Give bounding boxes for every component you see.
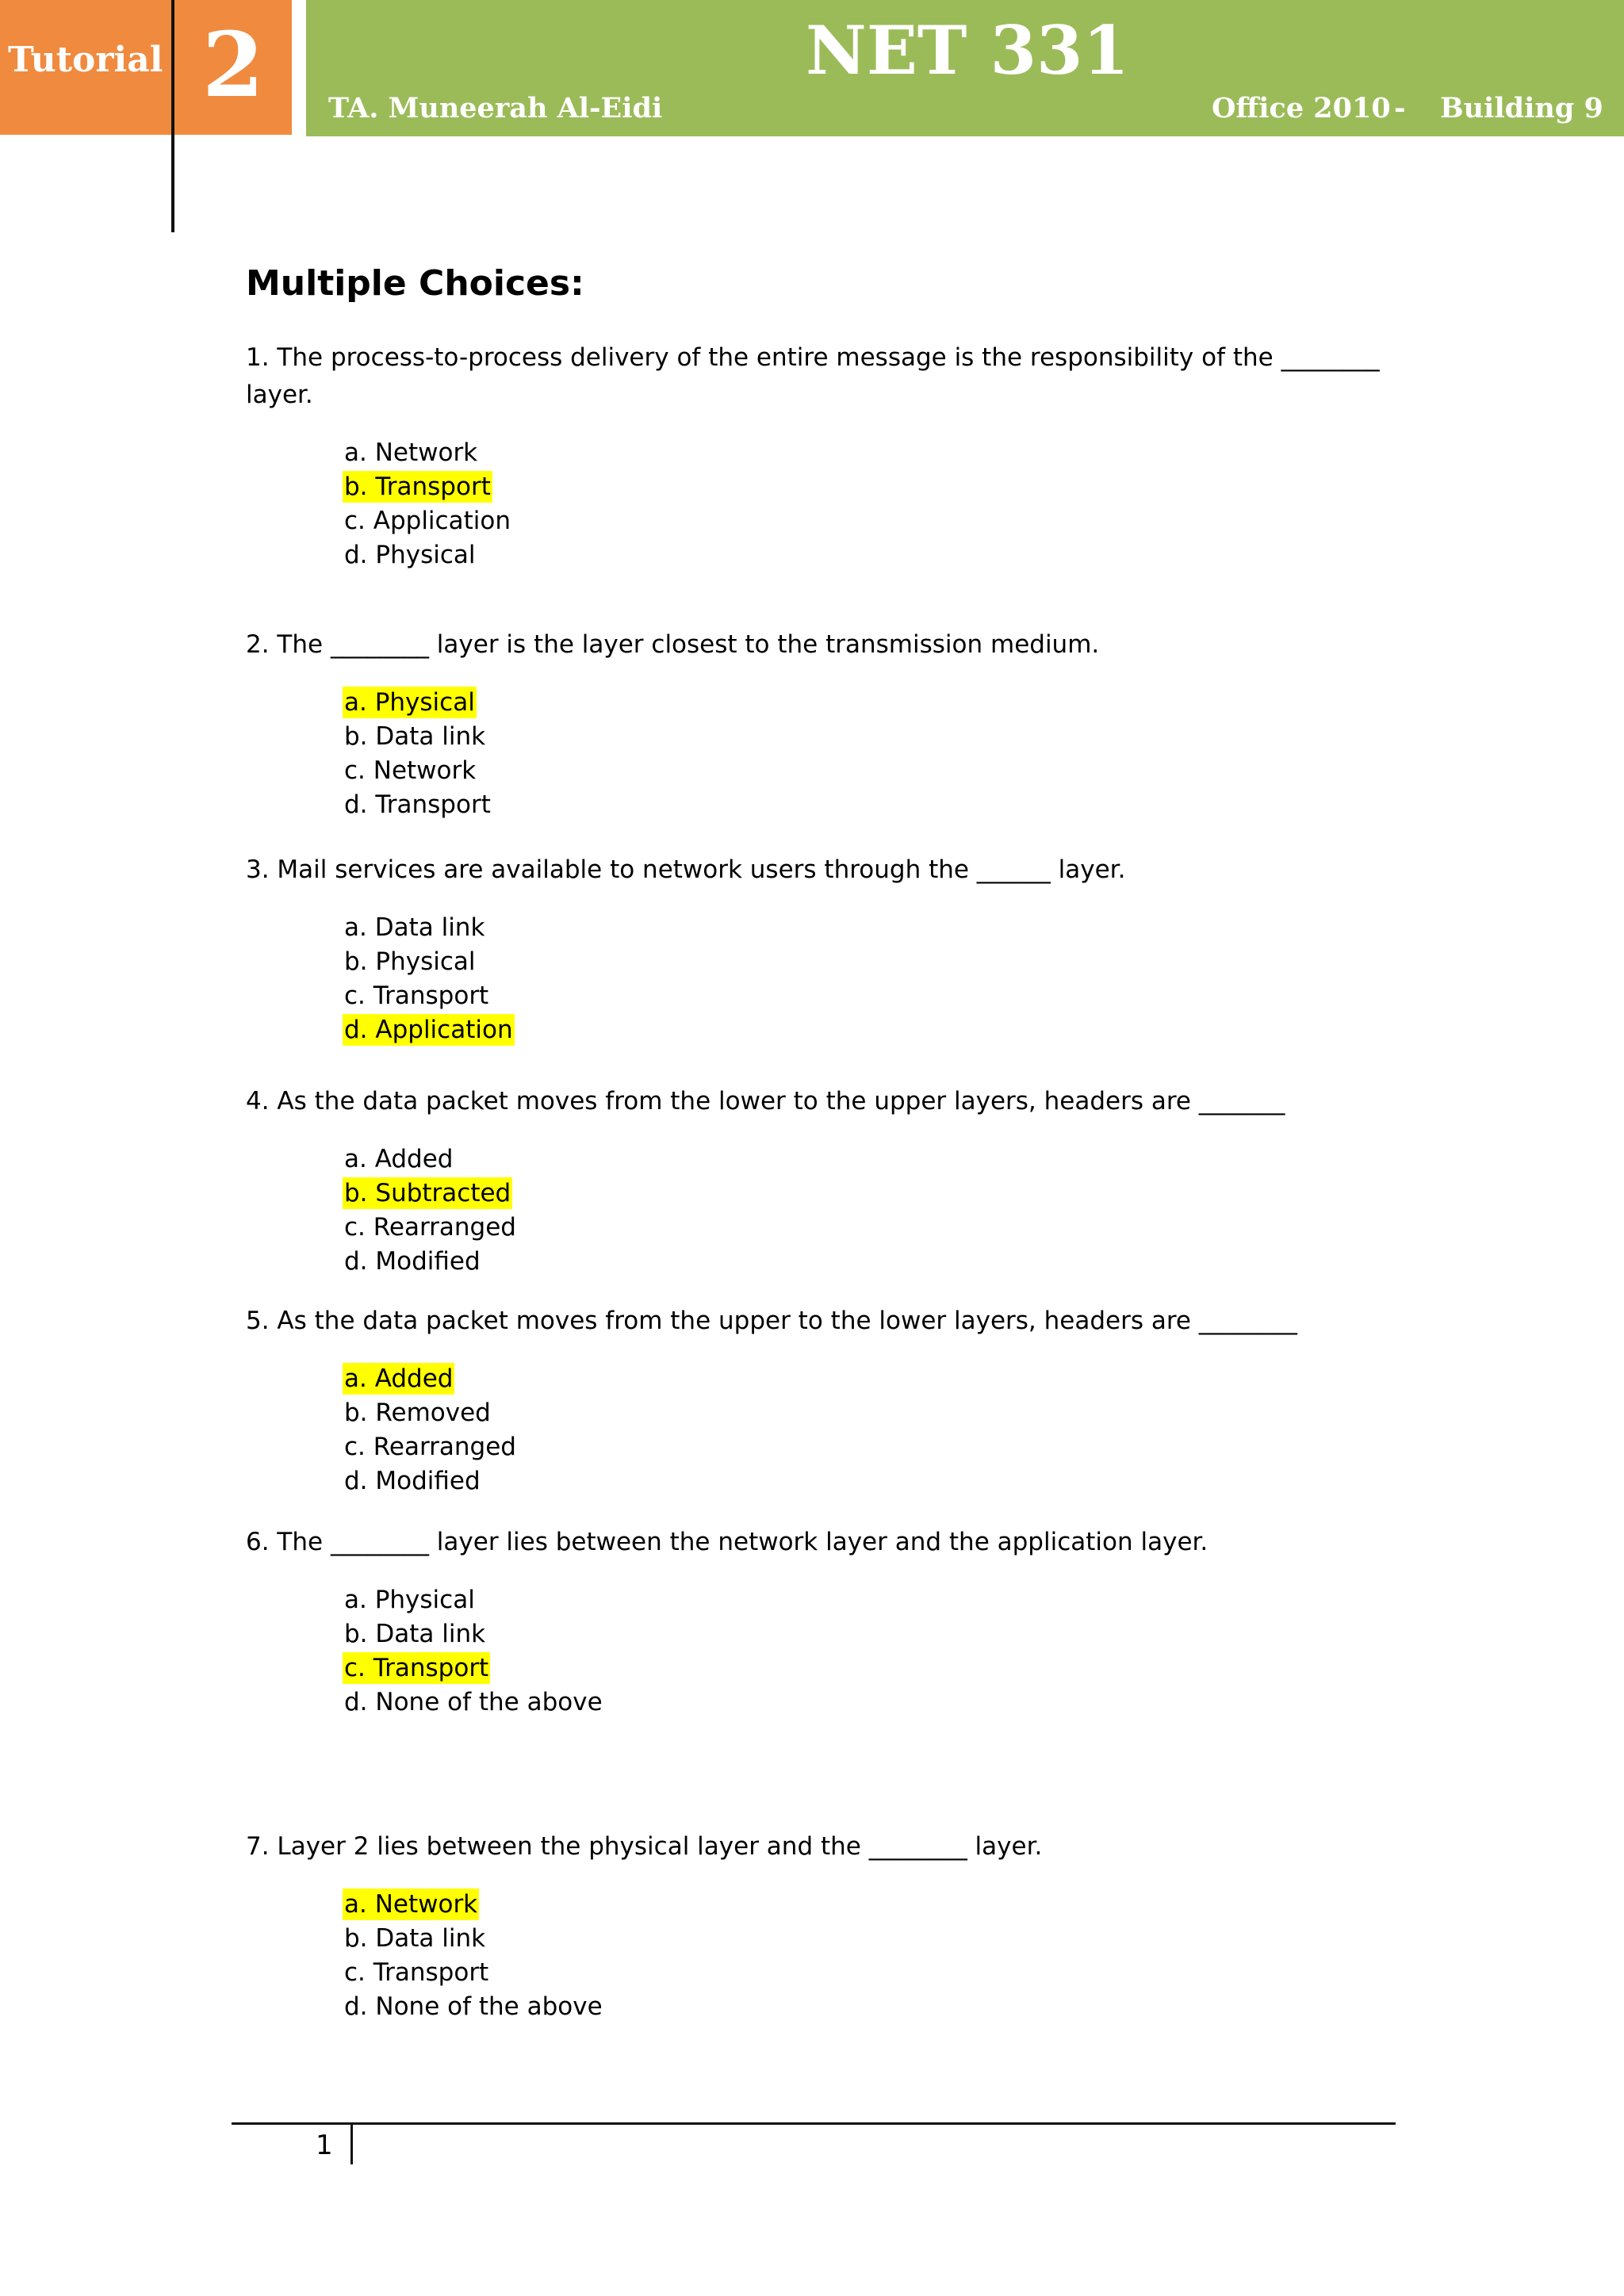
option-list [343,436,1388,572]
question-text: 1. The process-to-process delivery of the entire message is the responsibility of the ________ layer. [246,343,1380,409]
option-label: c. Transport [344,982,489,1010]
option-item[interactable] [343,1396,1388,1430]
question-text: 4. As the data packet moves from the lower to the upper layers, headers are _______ [246,1087,1285,1115]
tutorial-label: Tutorial [8,40,163,80]
option-label: a. Physical [344,688,475,717]
option-item[interactable] [343,1617,1388,1651]
option-item[interactable] [343,538,1388,572]
option-item[interactable] [343,1142,1388,1177]
option-label: a. Physical [344,1586,475,1614]
question-text: 3. Mail services are available to network users through the ______ layer. [246,855,1126,884]
office-info: Office 2010 [1212,92,1391,124]
option-item[interactable] [343,1362,1388,1396]
option-item[interactable] [343,1211,1388,1245]
question-6 [246,1524,1388,1720]
option-item[interactable] [343,911,1388,945]
question-1 [246,339,1388,572]
option-item[interactable] [343,979,1388,1013]
question-2 [246,626,1388,822]
tutorial-banner [0,0,171,135]
question-7 [246,1828,1388,2024]
option-item[interactable] [343,436,1388,470]
option-item[interactable] [343,504,1388,538]
option-item[interactable] [343,1686,1388,1720]
option-list [343,911,1388,1047]
option-item[interactable] [343,1888,1388,1922]
option-label: d. Application [344,1016,513,1044]
option-item[interactable] [343,720,1388,754]
tutorial-number-box [174,0,292,135]
option-label: b. Transport [344,473,491,501]
option-label: b. Data link [344,1620,486,1648]
option-label: d. Modified [344,1467,481,1495]
ta-name: TA. Muneerah Al-Eidi [328,92,663,124]
option-item[interactable] [343,788,1388,822]
question-4 [246,1083,1388,1279]
option-label: b. Physical [344,947,476,976]
option-item[interactable] [343,1430,1388,1464]
option-item[interactable] [343,1013,1388,1047]
question-text: 2. The ________ layer is the layer closest to the transmission medium. [246,630,1100,659]
office-separator: - [1394,92,1406,124]
building-info: Building 9 [1440,92,1603,124]
option-item[interactable] [343,1651,1388,1686]
option-label: c. Transport [344,1654,489,1682]
option-label: d. Transport [344,790,491,819]
option-item[interactable] [343,1990,1388,2024]
page-number: 1 [316,2130,333,2161]
option-item[interactable] [343,754,1388,788]
option-label: b. Subtracted [344,1179,511,1207]
option-item[interactable] [343,1956,1388,1990]
option-label: d. Physical [344,541,476,569]
question-3 [246,851,1388,1047]
option-item[interactable] [343,1464,1388,1498]
option-label: d. None of the above [344,1992,603,2021]
option-label: a. Added [344,1145,454,1173]
option-item[interactable] [343,1245,1388,1279]
option-label: c. Rearranged [344,1213,516,1242]
option-label: c. Application [344,507,511,535]
section-title: Multiple Choices: [246,263,584,304]
question-text: 6. The ________ layer lies between the network layer and the application layer. [246,1528,1208,1556]
question-text: 5. As the data packet moves from the upper to the lower layers, headers are ________ [246,1307,1297,1335]
option-label: a. Network [344,1890,478,1919]
option-label: a. Network [344,438,478,467]
option-item[interactable] [343,1583,1388,1617]
footer-rule [232,2122,1396,2125]
option-label: b. Data link [344,722,486,751]
option-label: c. Network [344,756,477,785]
option-label: a. Added [344,1364,454,1393]
question-text: 7. Layer 2 lies between the physical layer and the ________ layer. [246,1832,1043,1861]
option-item[interactable] [343,1922,1388,1956]
option-item[interactable] [343,1177,1388,1211]
option-list [343,686,1388,822]
option-list [343,1888,1388,2024]
option-label: b. Removed [344,1399,491,1427]
option-label: d. Modified [344,1247,481,1276]
option-item[interactable] [343,686,1388,720]
option-label: a. Data link [344,913,485,942]
course-title: NET 331 [806,11,1129,90]
footer-divider [350,2125,353,2164]
option-list [343,1362,1388,1498]
option-label: d. None of the above [344,1688,603,1716]
option-item[interactable] [343,470,1388,504]
option-list [343,1142,1388,1279]
option-label: b. Data link [344,1924,486,1953]
option-label: c. Rearranged [344,1433,516,1461]
question-5 [246,1303,1388,1498]
option-list [343,1583,1388,1720]
option-item[interactable] [343,945,1388,979]
tutorial-number: 2 [202,13,264,117]
option-label: c. Transport [344,1958,489,1987]
